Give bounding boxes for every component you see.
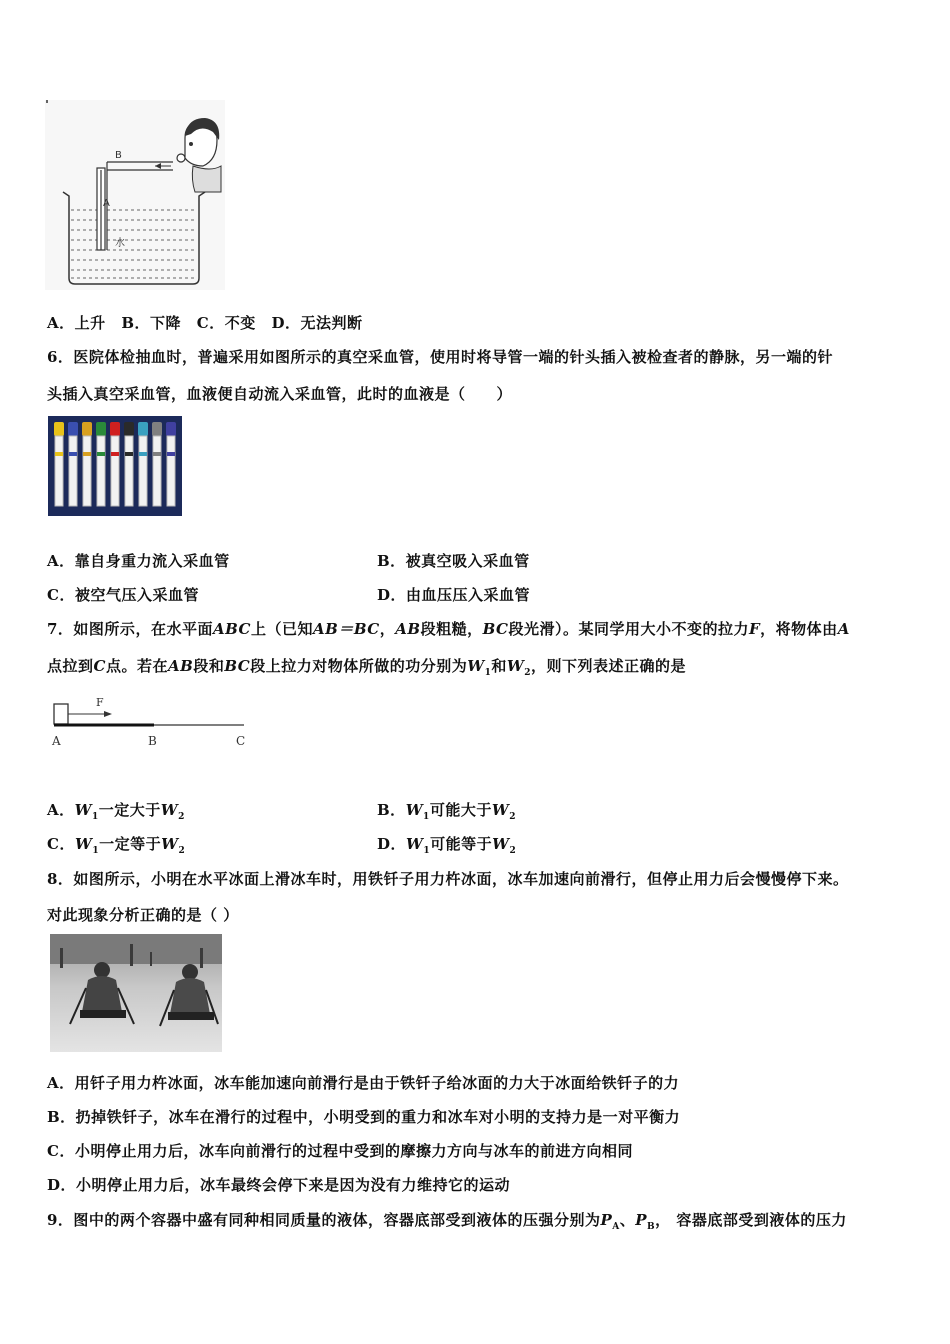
label-b: B — [148, 734, 157, 748]
tube-cap — [68, 422, 78, 436]
q8-option-d[interactable]: D．小明停止用力后，冰车最终会停下来是因为没有力维持它的运动 — [47, 1176, 511, 1194]
force-diagram — [46, 694, 250, 752]
beaker-figure — [45, 100, 225, 290]
ice-sled-photo — [50, 934, 222, 1052]
label-a: A — [52, 734, 61, 748]
tube-cap — [166, 422, 176, 436]
tube-body — [69, 436, 77, 506]
q7-option-d[interactable]: D．$W_1$可能等于$W_2$ — [377, 835, 517, 856]
tube-band — [125, 452, 133, 456]
q5-options — [47, 312, 373, 333]
blood-tubes-photo — [48, 416, 182, 516]
label-c: C — [236, 734, 246, 748]
tube-body — [111, 436, 119, 506]
q5-option-a[interactable]: A．上升 — [47, 314, 106, 332]
tube-band — [153, 452, 161, 456]
tube-band — [97, 452, 105, 456]
q7-option-b[interactable]: B．$W_1$可能大于$W_2$ — [377, 801, 516, 822]
label-water: 水 — [115, 238, 125, 249]
label-a: A — [103, 198, 110, 209]
q6-stem-line2: 头插入真空采血管，血液便自动流入采血管，此时的血液是（ ） — [47, 385, 513, 403]
label-f: F — [96, 696, 104, 709]
tube-cap — [54, 422, 64, 436]
q6-option-d[interactable]: D．由血压压入采血管 — [377, 586, 531, 604]
q8-option-b[interactable]: B．扔掉铁钎子，冰车在滑行的过程中，小明受到的重力和冰车对小明的支持力是一对平衡力 — [47, 1108, 681, 1126]
q5-option-c[interactable]: C．不变 — [196, 314, 256, 332]
tube-band — [111, 452, 119, 456]
tube-body — [55, 436, 63, 506]
q8-stem-line2: 对此现象分析正确的是（ ） — [47, 906, 239, 924]
q5-option-b[interactable]: B．下降 — [121, 314, 182, 332]
tube-cap — [152, 422, 162, 436]
tube-body — [83, 436, 91, 506]
label-b: B — [115, 150, 122, 161]
tube-band — [167, 452, 175, 456]
q8-stem-line1: 8．如图所示，小明在水平冰面上滑冰车时，用铁钎子用力杵冰面，冰车加速向前滑行，但停止用力后会慢慢停下来。 — [47, 870, 849, 888]
q6-option-a[interactable]: A．靠自身重力流入采血管 — [47, 552, 230, 570]
tube-band — [69, 452, 77, 456]
tube-band — [83, 452, 91, 456]
tube-band — [139, 452, 147, 456]
tube-body — [125, 436, 133, 506]
q6-option-c[interactable]: C．被空气压入采血管 — [47, 586, 199, 604]
q6-stem-line1: 6．医院体检抽血时，普遍采用如图所示的真空采血管，使用时将导管一端的针头插入被检查者的静脉，另一端的针 — [47, 348, 833, 366]
tube-body — [97, 436, 105, 506]
q7-stem-line2: 点拉到C点。若在AB段和BC段上拉力对物体所做的功分别为$W_1$和$W_2$，则下列表述正确的是 — [47, 657, 687, 678]
q7-stem-line1: 7．如图所示，在水平面ABC上（已知AB＝BC，AB段粗糙，BC段光滑）。某同学用大小不变的拉力F，将物体由A — [47, 620, 850, 638]
q7-option-a[interactable]: A．$W_1$一定大于$W_2$ — [47, 801, 185, 822]
tube-body — [139, 436, 147, 506]
q9-stem: 9．图中的两个容器中盛有同种相同质量的液体，容器底部受到液体的压强分别为$P_A$、$P_B$， 容器底部受到液体的压力 — [47, 1211, 847, 1232]
tube-cap — [82, 422, 92, 436]
q7-option-c[interactable]: C．$W_1$一定等于$W_2$ — [47, 835, 186, 856]
tube-body — [153, 436, 161, 506]
tube-cap — [124, 422, 134, 436]
q8-option-a[interactable]: A．用钎子用力杵冰面，冰车能加速向前滑行是由于铁钎子给冰面的力大于冰面给铁钎子的力 — [47, 1074, 680, 1092]
tube-body — [167, 436, 175, 506]
tube-cap — [110, 422, 120, 436]
tube-cap — [138, 422, 148, 436]
q8-option-c[interactable]: C．小明停止用力后，冰车向前滑行的过程中受到的摩擦力方向与冰车的前进方向相同 — [47, 1142, 633, 1160]
q5-option-d[interactable]: D．无法判断 — [271, 314, 363, 332]
tube-cap — [96, 422, 106, 436]
tube-band — [55, 452, 63, 456]
q6-option-b[interactable]: B．被真空吸入采血管 — [377, 552, 530, 570]
